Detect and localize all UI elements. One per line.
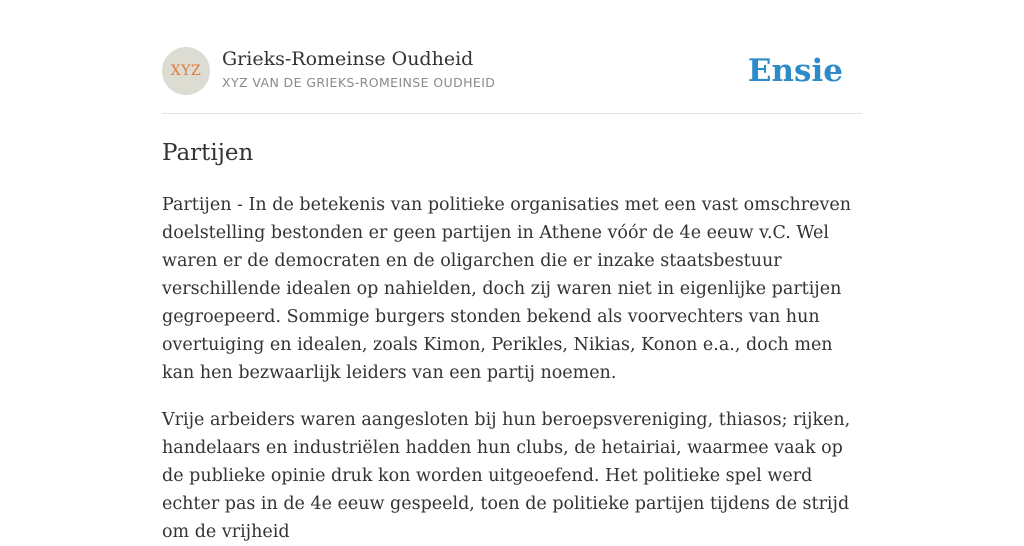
source-subtitle: XYZ VAN DE GRIEKS-ROMEINSE OUDHEID xyxy=(222,75,496,90)
source-avatar[interactable]: XYZ xyxy=(162,47,210,95)
article-title: Partijen xyxy=(162,140,254,166)
source-header xyxy=(162,47,862,114)
article-paragraph-2: Vrije arbeiders waren aangesloten bij hun beroepsvereniging, thiasos; rijken, handelaars en industriëlen hadden hun clubs, de hetairiai, waarmee vaak op de publieke opinie druk kon worden uitgeoefend. Het politieke spel werd echter pas in de 4e eeuw gespeeld, toen de politieke partijen tijdens de strijd om de vrijheid xyxy=(162,410,851,542)
page xyxy=(162,0,862,546)
ensie-logo-link[interactable]: Ensie xyxy=(747,53,843,89)
article-paragraph-1: Partijen - In de betekenis van politieke organisaties met een vast omschreven doelstelling bestonden er geen partijen in Athene vóór de 4e eeuw v.C. Wel waren er de democraten en de oligarchen die er inzake staatsbestuur verschillende idealen op nahielden, doch zij waren niet in eigenlijke partijen gegroepeerd. Sommige burgers stonden bekend als voorvechters van hun overtuiging en idealen, zoals Kimon, Perikles, Nikias, Konon e.a., doch men kan hen bezwaarlijk leiders van een partij noemen. xyxy=(162,195,852,383)
source-title[interactable]: Grieks-Romeinse Oudheid xyxy=(222,48,474,70)
